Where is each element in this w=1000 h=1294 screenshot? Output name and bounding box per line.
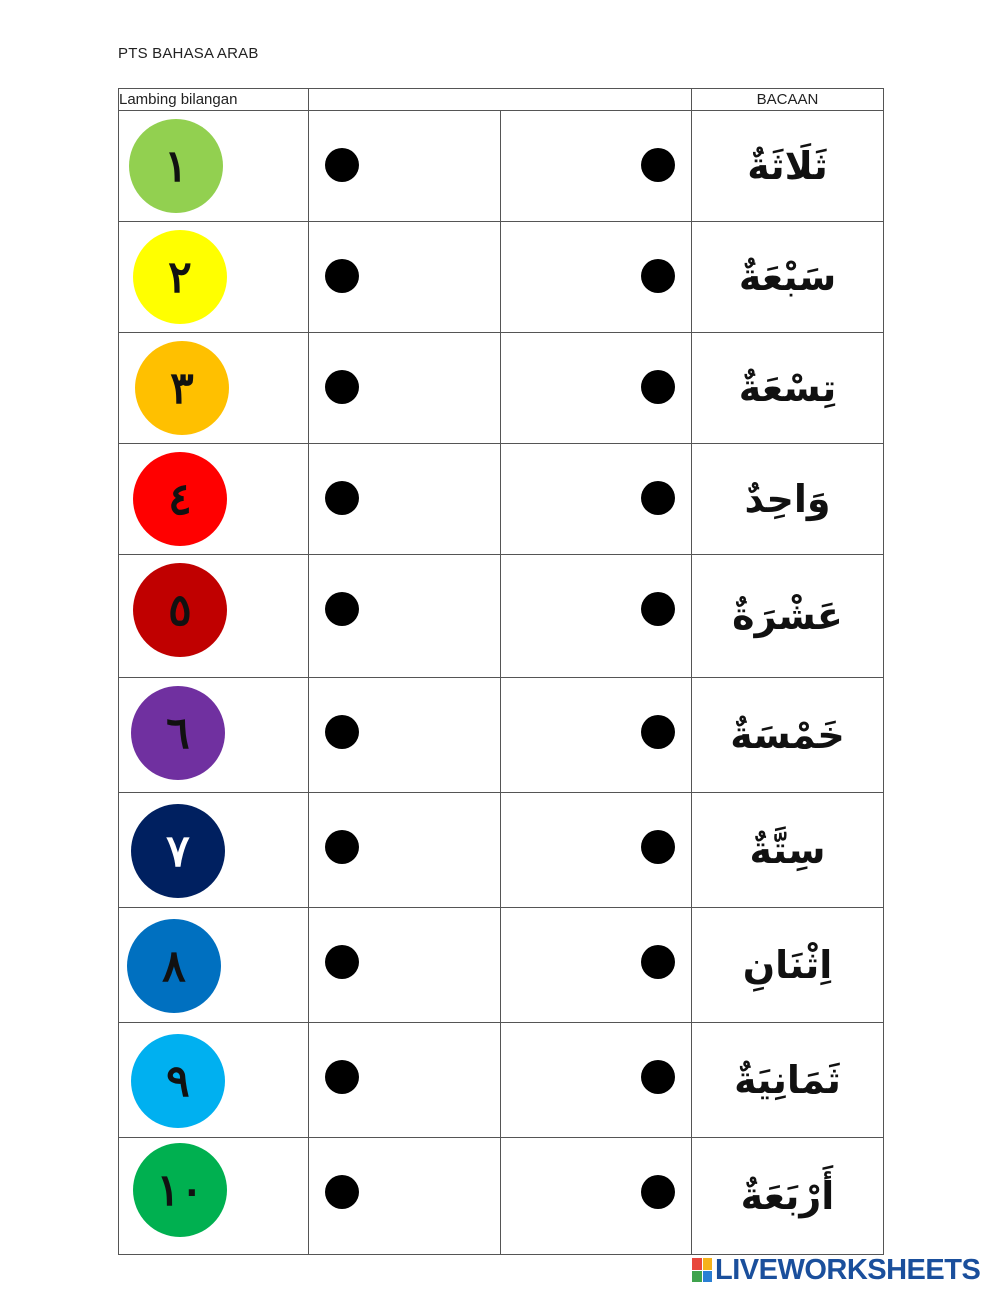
match-dot-left[interactable]: [325, 1060, 359, 1094]
numeral-circle: ٨: [127, 919, 221, 1013]
arabic-word-cell: [692, 111, 884, 222]
left-dot-cell: [309, 555, 501, 678]
numeral-circle: ٧: [131, 804, 225, 898]
match-dot-left[interactable]: [325, 148, 359, 182]
match-dot-left[interactable]: [325, 481, 359, 515]
numeral-cell: [119, 555, 309, 678]
left-dot-cell: [309, 333, 501, 444]
right-dot-cell: [501, 333, 692, 444]
right-dot-cell: [501, 111, 692, 222]
arabic-word: عَشْرَةٌ: [732, 594, 843, 638]
left-dot-cell: [309, 1023, 501, 1138]
numeral-cell: [119, 1138, 309, 1255]
table-row: [119, 678, 884, 793]
matching-table: [118, 88, 884, 1255]
arabic-word: وَاحِدٌ: [744, 477, 831, 521]
numeral-cell: [119, 333, 309, 444]
left-dot-cell: [309, 111, 501, 222]
table-row: [119, 1023, 884, 1138]
table-row: [119, 333, 884, 444]
numeral-cell: [119, 222, 309, 333]
table-row: [119, 1138, 884, 1255]
match-dot-left[interactable]: [325, 945, 359, 979]
arabic-word-cell: [692, 222, 884, 333]
match-dot-right[interactable]: [641, 830, 675, 864]
numeral-circle: ٩: [131, 1034, 225, 1128]
right-dot-cell: [501, 1138, 692, 1255]
match-dot-right[interactable]: [641, 1175, 675, 1209]
numeral-cell: [119, 908, 309, 1023]
match-dot-left[interactable]: [325, 259, 359, 293]
match-dot-left[interactable]: [325, 592, 359, 626]
arabic-word-cell: [692, 908, 884, 1023]
page-title: PTS BAHASA ARAB: [118, 45, 259, 62]
numeral-cell: [119, 111, 309, 222]
table-row: [119, 444, 884, 555]
right-dot-cell: [501, 678, 692, 793]
arabic-word-cell: [692, 793, 884, 908]
arabic-word-cell: [692, 1138, 884, 1255]
arabic-word: ثَمَانِيَةٌ: [734, 1058, 841, 1102]
arabic-word: ثَلَاثَةٌ: [747, 144, 828, 188]
numeral-circle: ٤: [133, 452, 227, 546]
left-dot-cell: [309, 1138, 501, 1255]
numeral-circle: ٣: [135, 341, 229, 435]
numeral-cell: [119, 1023, 309, 1138]
arabic-word-cell: [692, 444, 884, 555]
right-dot-cell: [501, 222, 692, 333]
match-dot-right[interactable]: [641, 259, 675, 293]
match-dot-right[interactable]: [641, 945, 675, 979]
numeral-cell: [119, 444, 309, 555]
match-dot-right[interactable]: [641, 481, 675, 515]
table-row: [119, 555, 884, 678]
header-middle: [309, 89, 692, 111]
numeral-circle: ٢: [133, 230, 227, 324]
right-dot-cell: [501, 555, 692, 678]
arabic-word: اِثْنَانِ: [742, 943, 833, 987]
left-dot-cell: [309, 222, 501, 333]
right-dot-cell: [501, 444, 692, 555]
match-dot-right[interactable]: [641, 715, 675, 749]
liveworksheets-logo: [692, 1255, 980, 1285]
arabic-word-cell: [692, 555, 884, 678]
table-row: [119, 793, 884, 908]
left-dot-cell: [309, 908, 501, 1023]
match-dot-left[interactable]: [325, 830, 359, 864]
arabic-word-cell: [692, 678, 884, 793]
arabic-word: سِتَّةٌ: [749, 828, 826, 872]
left-dot-cell: [309, 678, 501, 793]
logo-text: LIVEWORKSHEETS: [715, 1253, 981, 1286]
numeral-circle: ١٠: [133, 1143, 227, 1237]
right-dot-cell: [501, 1023, 692, 1138]
arabic-word: تِسْعَةٌ: [738, 366, 837, 410]
left-dot-cell: [309, 444, 501, 555]
arabic-word: أَرْبَعَةٌ: [740, 1174, 835, 1218]
numeral-circle: ١: [129, 119, 223, 213]
match-dot-left[interactable]: [325, 715, 359, 749]
left-dot-cell: [309, 793, 501, 908]
numeral-circle: ٥: [133, 563, 227, 657]
match-dot-right[interactable]: [641, 148, 675, 182]
table-row: [119, 111, 884, 222]
arabic-word-cell: [692, 1023, 884, 1138]
right-dot-cell: [501, 908, 692, 1023]
table-header-row: [119, 89, 884, 111]
header-lambing-bilangan: Lambing bilangan: [119, 89, 309, 111]
arabic-word-cell: [692, 333, 884, 444]
match-dot-left[interactable]: [325, 370, 359, 404]
match-dot-left[interactable]: [325, 1175, 359, 1209]
numeral-cell: [119, 793, 309, 908]
header-bacaan: BACAAN: [692, 89, 884, 111]
numeral-circle: ٦: [131, 686, 225, 780]
numeral-cell: [119, 678, 309, 793]
arabic-word: سَبْعَةٌ: [738, 255, 837, 299]
table-row: [119, 222, 884, 333]
match-dot-right[interactable]: [641, 1060, 675, 1094]
table-row: [119, 908, 884, 1023]
logo-badge-icon: [692, 1258, 712, 1282]
match-dot-right[interactable]: [641, 592, 675, 626]
right-dot-cell: [501, 793, 692, 908]
arabic-word: خَمْسَةٌ: [730, 713, 845, 757]
match-dot-right[interactable]: [641, 370, 675, 404]
